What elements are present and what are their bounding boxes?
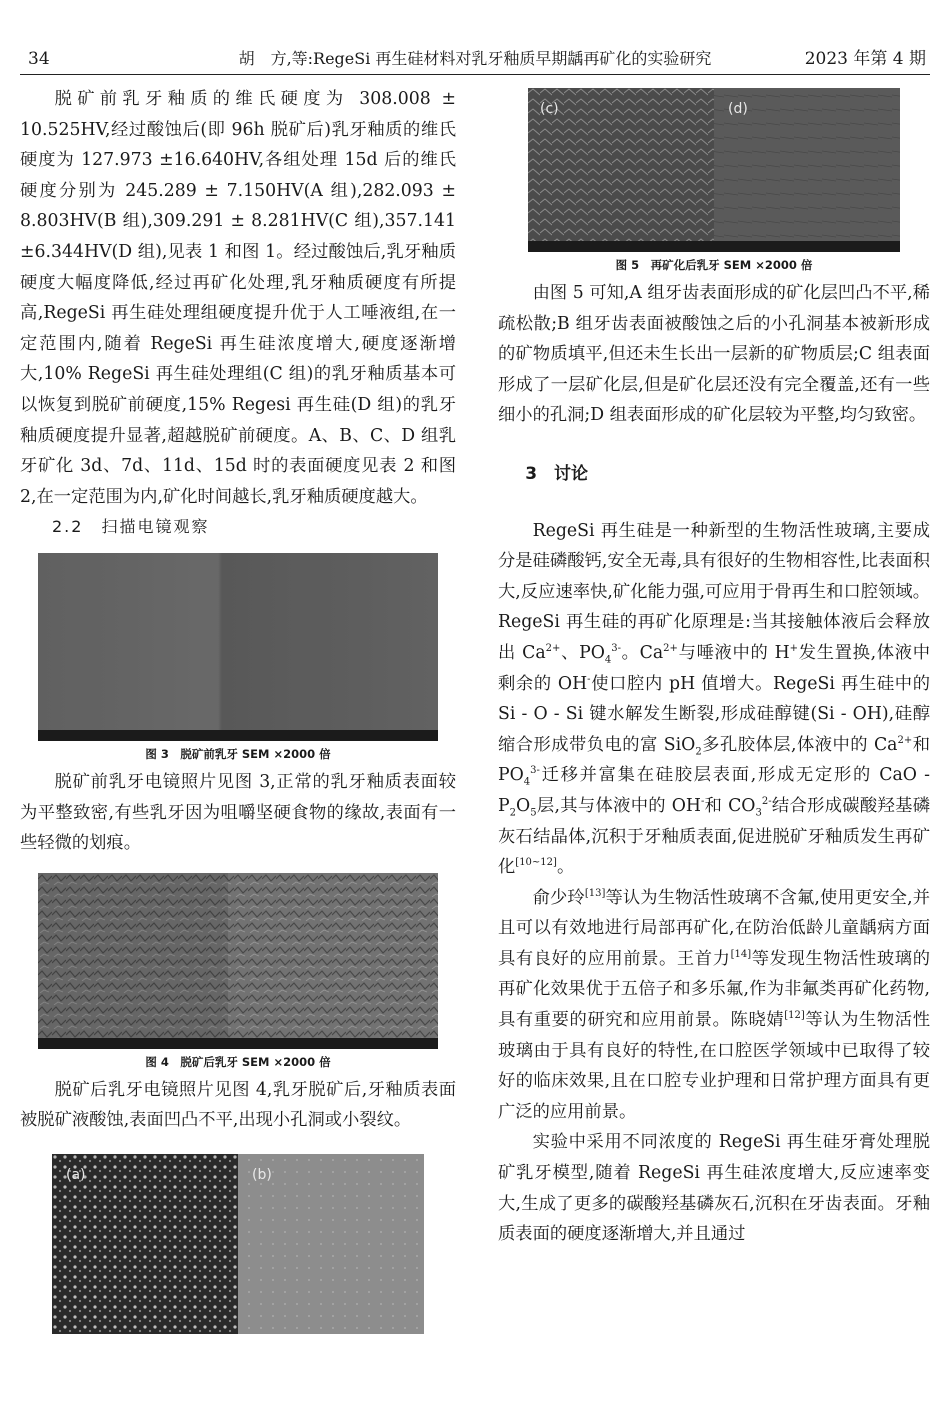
scale-bar	[528, 241, 900, 252]
section-3-heading: 3 讨论	[525, 463, 589, 484]
journal-issue: 2023 年第 4 期	[804, 49, 926, 69]
figure-5-bottom-panels	[528, 88, 900, 252]
literature-paragraph: 俞少玲[13]等认为生物活性玻璃不含氟,使用更安全,并且可以有效地进行局部再矿化,在防治低龄儿童龋病方面具有良好的应用前景。王首力[14]等发现生物活性玻璃的再矿化效果优于五倍子和多乐氟,作为非氟类再矿化药物,具有重要的研究和应用前景。陈晓婧[12]等认为生物活性玻璃由于具有良好的特性,在口腔医学领域中已取得了较好的临床效果,且在口腔专业护理和日常护理方面具有更广泛的应用前景。	[498, 887, 930, 1122]
panel-label-c: (c)	[540, 101, 559, 117]
fig4-description: 脱矿后乳牙电镜照片见图 4,乳牙脱矿后,牙釉质表面被脱矿液酸蚀,表面凹凸不平,出现小孔洞或小裂纹。	[20, 1079, 456, 1131]
figure-4-caption: 图 4 脱矿后乳牙 SEM ×2000 倍	[145, 1054, 331, 1069]
panel-label-a: (a)	[66, 1166, 86, 1183]
panel-label-d: (d)	[728, 101, 748, 117]
figure-3-caption: 图 3 脱矿前乳牙 SEM ×2000 倍	[145, 746, 331, 761]
experiment-paragraph: 实验中采用不同浓度的 RegeSi 再生硅牙膏处理脱矿乳牙模型,随着 RegeSi 再生硅浓度增大,反应速率变大,生成了更多的碳酸羟基磷灰石,沉积在牙齿表面。牙釉质表面的硬度逐渐增大,并且通过	[498, 1132, 930, 1245]
running-title: 胡 方,等:RegeSi 再生硅材料对乳牙釉质早期龋再矿化的实验研究	[238, 49, 712, 68]
sem-image-groups-a-b	[52, 1154, 424, 1334]
section-2-2-heading: 2.2 扫描电镜观察	[52, 517, 210, 537]
scale-bar	[38, 730, 438, 741]
left-column	[20, 84, 456, 1338]
right-column	[498, 84, 930, 1250]
figure-3	[38, 553, 438, 741]
fig3-description: 脱矿前乳牙电镜照片见图 3,正常的乳牙釉质表面较为平整致密,有些乳牙因为咀嚼坚硬食物的缘故,表面有一些轻微的划痕。	[20, 771, 456, 854]
sem-image-groups-c-d	[528, 88, 900, 252]
running-header	[20, 44, 930, 75]
scale-bar	[38, 1038, 438, 1049]
citation-14: [14]	[730, 949, 752, 961]
citation-10-12: [10~12]	[515, 857, 557, 869]
page-number: 34	[28, 49, 50, 69]
fig5-description: 由图 5 可知,A 组牙齿表面形成的矿化层凹凸不平,稀疏松散;B 组牙齿表面被酸蚀之后的小孔洞基本被新形成的矿物质填平,但还未生长出一层新的矿物质层;C 组表面形成了一层矿化层,但是矿化层还没有完全覆盖,还有一些细小的孔洞;D 组表面形成的矿化层较为平整,均匀致密。	[498, 283, 930, 426]
figure-4	[38, 873, 438, 1049]
citation-13: [13]	[584, 887, 606, 899]
figure-5-top-panels	[52, 1154, 424, 1334]
sem-image-post-demineralization	[38, 873, 438, 1049]
sem-image-pre-demineralization	[38, 553, 438, 741]
citation-12: [12]	[784, 1010, 805, 1022]
regesi-mechanism-paragraph: RegeSi 再生硅是一种新型的生物活性玻璃,主要成分是硅磷酸钙,安全无毒,具有很好的生物相容性,比表面积大,反应速率快,矿化能力强,可应用于骨再生和口腔领域。RegeSi 再生硅的再矿化原理是:当其接触体液后会释放出 $Ca^{2+}$、$PO_4^{3-}$。$Ca^{2+}$与唾液中的 H+发生置换,体液中剩余的 OH-使口腔内 pH 值增大。RegeSi 再生硅中的 Si - O - Si 键水解发生断裂,形成硅醇键(Si - OH),硅醇缩合形成带负电的富 SiO$_2$多孔胶体层,体液中的 $Ca^{2+}$和 $PO_4^{3-}$迁移并富集在硅胶层表面,形成无定形的 CaO - $P_2O_5$层,其与体液中的 OH-和 $CO_3^{2-}$结合形成碳酸羟基磷灰石结晶体,沉积于牙釉质表面,促进脱矿牙釉质发生再矿化[10~12]。	[498, 520, 930, 878]
hardness-paragraph: 脱矿前乳牙釉质的维氏硬度为 308.008 ± 10.525HV,经过酸蚀后(即 96h 脱矿后)乳牙釉质的维氏硬度为 127.973 ±16.640HV,各组处理 15d 后的维氏硬度分别为 245.289 ± 7.150HV(A 组),282.093 ± 8.803HV(B 组),309.291 ± 8.281HV(C 组),357.141 ±6.344HV(D 组),见表 1 和图 1。经过酸蚀后,乳牙釉质硬度大幅度降低,经过再矿化处理,乳牙釉质硬度有所提高,RegeSi 再生硅处理组硬度提升优于人工唾液组,在一定范围内,随着 RegeSi 再生硅浓度增大,硬度逐渐增大,10% RegeSi 再生硅处理组(C 组)的乳牙釉质基本可以恢复到脱矿前硬度,15% Regesi 再生硅(D 组)的乳牙釉质硬度提升显著,超越脱矿前硬度。A、B、C、D 组乳牙矿化 3d、7d、11d、15d 时的表面硬度见表 2 和图 2,在一定范围为内,矿化时间越长,乳牙釉质硬度越大。	[20, 89, 456, 507]
panel-label-b: (b)	[252, 1166, 272, 1183]
figure-5-caption: 图 5 再矿化后乳牙 SEM ×2000 倍	[615, 258, 813, 272]
